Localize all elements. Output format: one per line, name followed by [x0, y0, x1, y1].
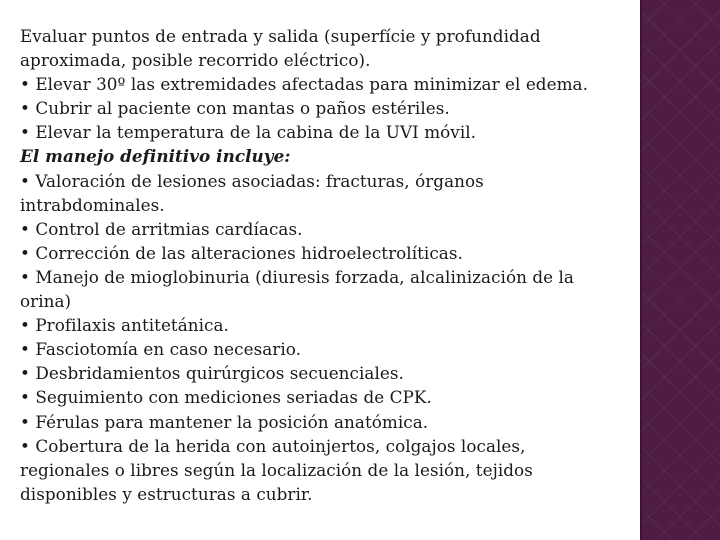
bullet-profilaxis: • Profilaxis antitetánica. — [20, 315, 229, 336]
bullet-ferulas: • Férulas para mantener la posición anatómica. — [20, 411, 429, 432]
text-body — [20, 24, 620, 506]
side-band-edge — [640, 0, 642, 540]
bullet-elevar-extremidades: • Elevar 30º las extremidades afectadas para minimizar el edema. — [20, 74, 588, 95]
bullet-cobertura-herida: • Cobertura de la herida con autoinjertos, colgajos locales, regionales o libres según la localización de la lesión, tejidos disponibles y estructuras a cubrir. — [20, 435, 533, 504]
text-line-0: Evaluar puntos de entrada y salida (superfície y profundidad aproximada, posible recorrido eléctrico). — [20, 26, 541, 71]
section-heading: El manejo definitivo incluye: — [20, 146, 291, 167]
bullet-manejo-mioglobinuria: • Manejo de mioglobinuria (diuresis forzada, alcalinización de la orina) — [20, 266, 574, 312]
bullet-control-arritmias: • Control de arritmias cardíacas. — [20, 218, 303, 239]
bullet-seguimiento-cpk: • Seguimiento con mediciones seriadas de CPK. — [20, 387, 432, 408]
bullet-fasciotomia: • Fasciotomía en caso necesario. — [20, 339, 302, 360]
decorative-side-band — [640, 0, 720, 540]
bullet-cubrir-paciente: • Cubrir al paciente con mantas o paños estériles. — [20, 98, 450, 119]
bullet-elevar-temperatura: • Elevar la temperatura de la cabina de la UVI móvil. — [20, 122, 477, 143]
bullet-correccion-alteraciones: • Corrección de las alteraciones hidroelectrolíticas. — [20, 242, 463, 263]
bullet-valoracion-lesiones: • Valoración de lesiones asociadas: fracturas, órganos intrabdominales. — [20, 170, 484, 215]
bullet-desbridamientos: • Desbridamientos quirúrgicos secuenciales. — [20, 363, 404, 384]
